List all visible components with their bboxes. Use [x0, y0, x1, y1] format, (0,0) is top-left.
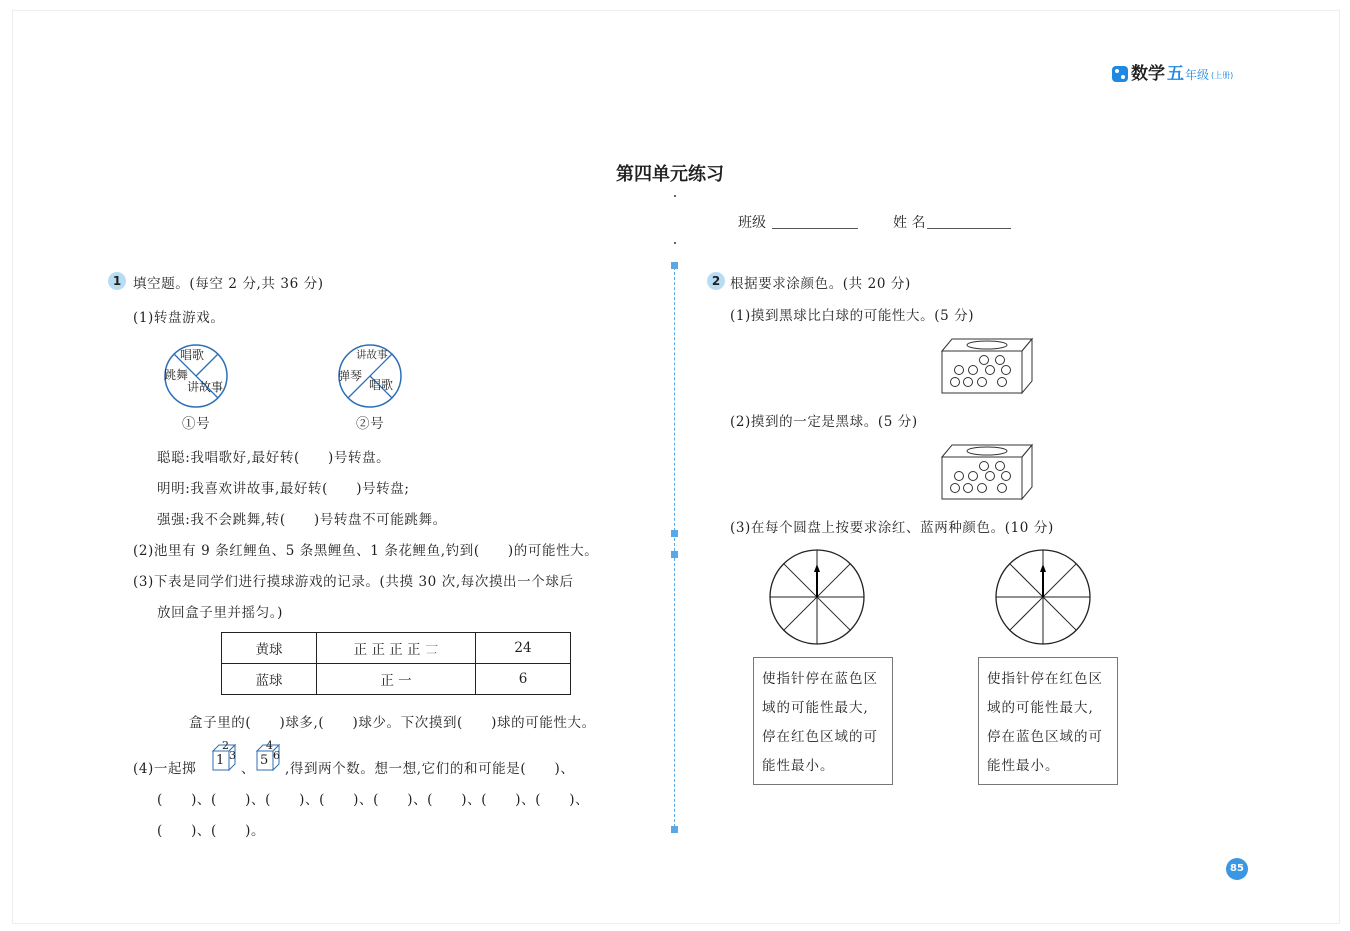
class-label: 班级: [738, 215, 766, 231]
ball-box-2[interactable]: [940, 443, 1034, 501]
table-cell: 蓝球: [222, 664, 317, 695]
color-wheel-2[interactable]: [994, 548, 1092, 646]
page-number-badge: 85: [1226, 858, 1248, 880]
brand-logo-icon: [1112, 66, 1128, 82]
spinner-2-sector-piano: 弹琴: [338, 369, 363, 383]
table-cell: 正 正 正 正 𠄟: [317, 633, 476, 664]
tally-table: [221, 632, 571, 695]
wheel-2-instruction-line: 域的可能性最大,: [987, 700, 1094, 716]
ball-box-1[interactable]: [940, 337, 1034, 395]
table-cell: 6: [476, 664, 571, 695]
question-1-badge: 1: [108, 272, 126, 290]
divider-dot: [674, 242, 676, 244]
die-2: [256, 739, 282, 772]
question-1-heading: 填空题。(每空 2 分,共 36 分): [133, 276, 324, 292]
die-2-top: 4: [266, 739, 273, 752]
q1-part2: (2)池里有 9 条红鲤鱼、5 条黑鲤鱼、1 条花鲤鱼,钓到( )的可能性大。: [133, 543, 599, 559]
die-2-side: 6: [273, 749, 280, 762]
page-title: 第四单元练习: [616, 164, 724, 185]
wheel-1-instruction-line: 能性最小。: [762, 758, 835, 774]
wheel-2-instruction: [978, 657, 1118, 785]
divider-marker: [671, 826, 678, 833]
wheel-1-instruction: [753, 657, 893, 785]
q1-part4-line2: ( )、( )、( )、( )、( )、( )、( )、( )、: [157, 792, 590, 808]
table-row: [222, 664, 571, 695]
q1-part3-line1: (3)下表是同学们进行摸球游戏的记录。(共摸 30 次,每次摸出一个球后: [133, 574, 574, 590]
wheel-1-instruction-line: 使指针停在蓝色区: [762, 671, 878, 687]
color-wheel-1[interactable]: [768, 548, 866, 646]
q1-part1-line3: 强强:我不会跳舞,转( )号转盘不可能跳舞。: [157, 512, 447, 528]
q1-part1-line1: 聪聪:我唱歌好,最好转( )号转盘。: [157, 450, 391, 466]
die-1-front: 1: [216, 753, 225, 768]
die-1-top: 2: [222, 739, 229, 752]
brand-grade: 五: [1167, 64, 1184, 84]
table-row: [222, 633, 571, 664]
die-1: [212, 739, 238, 772]
q1-part1-label: (1)转盘游戏。: [133, 310, 225, 326]
q2-part2: (2)摸到的一定是黑球。(5 分): [730, 414, 918, 430]
class-field[interactable]: [772, 228, 858, 229]
question-2-heading: 根据要求涂颜色。(共 20 分): [730, 276, 911, 292]
brand-subject: 数学: [1131, 64, 1165, 84]
book-brand: [1112, 64, 1233, 84]
divider-marker: [671, 551, 678, 558]
die-2-front: 5: [260, 753, 269, 768]
spinner-2-caption: ②号: [356, 416, 385, 432]
spinner-2-sector-story: 讲故事: [356, 349, 388, 361]
q1-part1-line2: 明明:我喜欢讲故事,最好转( )号转盘;: [157, 481, 410, 497]
divider-marker: [671, 530, 678, 537]
name-label: 姓 名: [893, 215, 926, 231]
q1-part4-prefix: (4)一起掷: [133, 761, 197, 777]
q1-part4-separator: 、: [241, 761, 256, 777]
spinner-1-sector-sing: 唱歌: [180, 348, 205, 362]
die-1-side: 3: [229, 749, 236, 762]
center-divider: [674, 262, 675, 832]
q2-part1: (1)摸到黑球比白球的可能性大。(5 分): [730, 308, 975, 324]
spinner-2-sector-sing: 唱歌: [369, 378, 394, 392]
table-cell: 正 一: [317, 664, 476, 695]
q1-part4-suffix: ,得到两个数。想一想,它们的和可能是( )、: [285, 761, 575, 777]
brand-volume: (上册): [1211, 71, 1234, 80]
wheel-2-instruction-line: 能性最小。: [987, 758, 1060, 774]
q1-part3-line2: 放回盒子里并摇匀。): [157, 605, 284, 621]
worksheet-page: [12, 10, 1340, 924]
spinner-1-caption: ①号: [182, 416, 211, 432]
divider-dot: [674, 195, 676, 197]
table-cell: 黄球: [222, 633, 317, 664]
q2-part3: (3)在每个圆盘上按要求涂红、蓝两种颜色。(10 分): [730, 520, 1054, 536]
q1-part4-line3: ( )、( )。: [157, 823, 266, 839]
spinner-1-sector-dance: 跳舞: [164, 368, 189, 382]
wheel-2-instruction-line: 停在蓝色区域的可: [987, 729, 1103, 745]
divider-marker: [671, 262, 678, 269]
spinner-1-sector-story: 讲故事: [187, 380, 224, 394]
wheel-2-instruction-line: 使指针停在红色区: [987, 671, 1103, 687]
name-field[interactable]: [927, 228, 1011, 229]
question-2-badge: 2: [707, 272, 725, 290]
table-cell: 24: [476, 633, 571, 664]
wheel-1-instruction-line: 域的可能性最大,: [762, 700, 869, 716]
brand-level: 年级: [1185, 68, 1210, 82]
q1-part3-answer: 盒子里的( )球多,( )球少。下次摸到( )球的可能性大。: [189, 715, 596, 731]
wheel-1-instruction-line: 停在红色区域的可: [762, 729, 878, 745]
